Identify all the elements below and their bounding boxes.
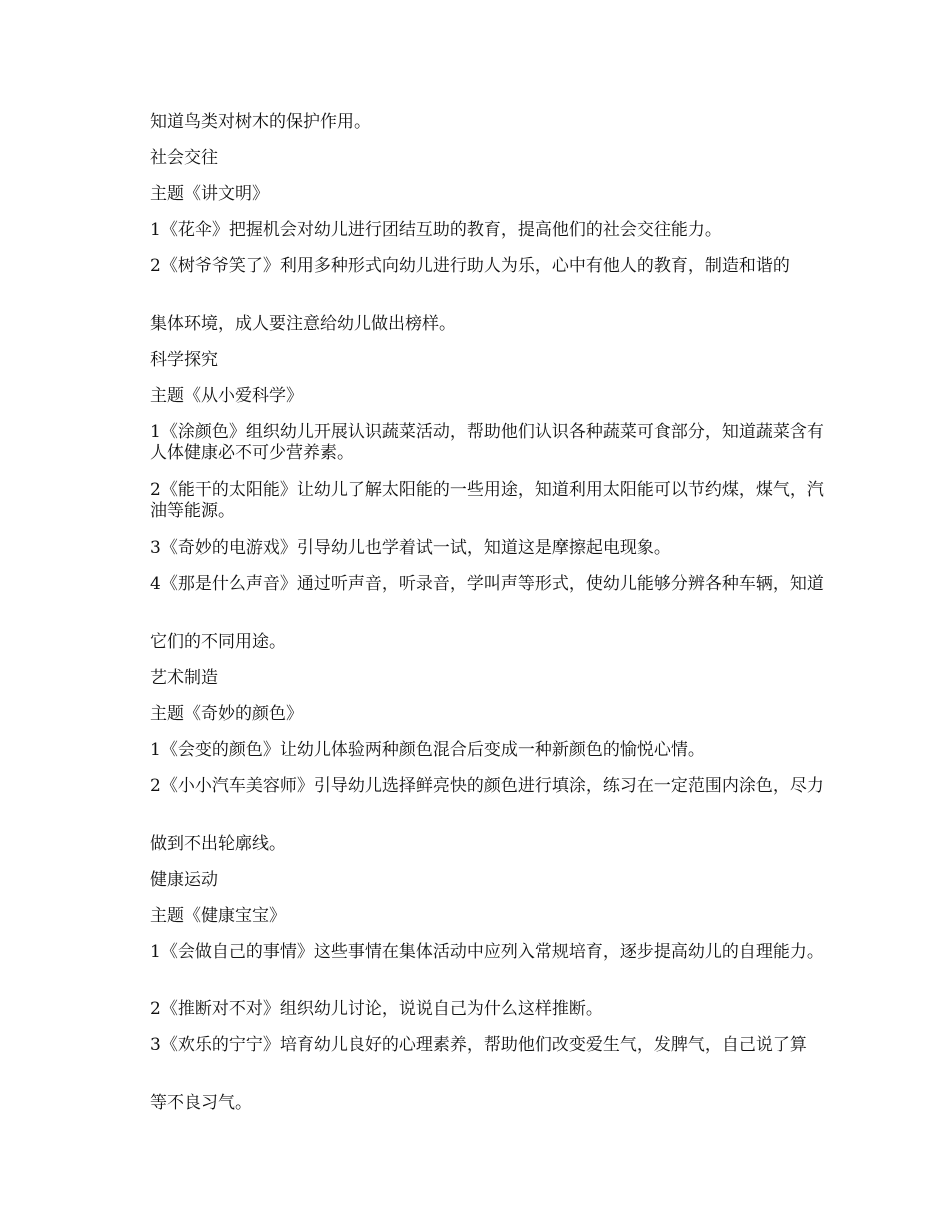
paragraph-sound: 4《那是什么声音》通过听声音，听录音，学叫声等形式，使幼儿能够分辨各种车辆，知道: [150, 574, 824, 594]
paragraph-happy-ningning-cont: 等不良习气。: [150, 1093, 252, 1113]
section-heading-art: 艺术制造: [150, 668, 218, 688]
paragraph-umbrella: 1《花伞》把握机会对幼儿进行团结互助的教育，提高他们的社会交往能力。: [150, 220, 722, 240]
paragraph-grandpa-tree-cont: 集体环境，成人要注意给幼儿做出榜样。: [150, 314, 456, 334]
theme-heading-colors: 主题《奇妙的颜色》: [150, 704, 303, 724]
section-heading-health: 健康运动: [150, 870, 218, 890]
paragraph-judgement: 2《推断对不对》组织幼儿讨论，说说自己为什么这样推断。: [150, 999, 603, 1019]
paragraph-car-beautician-cont: 做到不出轮廓线。: [150, 834, 286, 854]
paragraph-coloring: 1《涂颜色》组织幼儿开展认识蔬菜活动，帮助他们认识各种蔬菜可食部分，知道蔬菜含有人体健康必不可少营养素。: [150, 422, 824, 463]
paragraph-happy-ningning: 3《欢乐的宁宁》培育幼儿良好的心理素养，帮助他们改变爱生气，发脾气，自己说了算: [150, 1035, 807, 1055]
paragraph-changing-colors: 1《会变的颜色》让幼儿体验两种颜色混合后变成一种新颜色的愉悦心情。: [150, 740, 705, 760]
paragraph-electric-game: 3《奇妙的电游戏》引导幼儿也学着试一试，知道这是摩擦起电现象。: [150, 538, 671, 558]
section-heading-science: 科学探究: [150, 350, 218, 370]
theme-heading-health: 主题《健康宝宝》: [150, 906, 286, 926]
paragraph-grandpa-tree: 2《树爷爷笑了》利用多种形式向幼儿进行助人为乐，心中有他人的教育，制造和谐的: [150, 256, 790, 276]
paragraph-solar: 2《能干的太阳能》让幼儿了解太阳能的一些用途，知道利用太阳能可以节约煤，煤气，汽油等能源。: [150, 480, 824, 521]
paragraph-car-beautician: 2《小小汽车美容师》引导幼儿选择鲜亮快的颜色进行填涂，练习在一定范围内涂色，尽力: [150, 776, 824, 796]
section-heading-social: 社会交往: [150, 148, 218, 168]
theme-heading-civility: 主题《讲文明》: [150, 184, 269, 204]
theme-heading-science: 主题《从小爱科学》: [150, 386, 303, 406]
paragraph-sound-cont: 它们的不同用途。: [150, 632, 286, 652]
paragraph-self-care: 1《会做自己的事情》这些事情在集体活动中应列入常规培育，逐步提高幼儿的自理能力。: [150, 942, 824, 962]
paragraph-1: 知道鸟类对树木的保护作用。: [150, 112, 371, 132]
